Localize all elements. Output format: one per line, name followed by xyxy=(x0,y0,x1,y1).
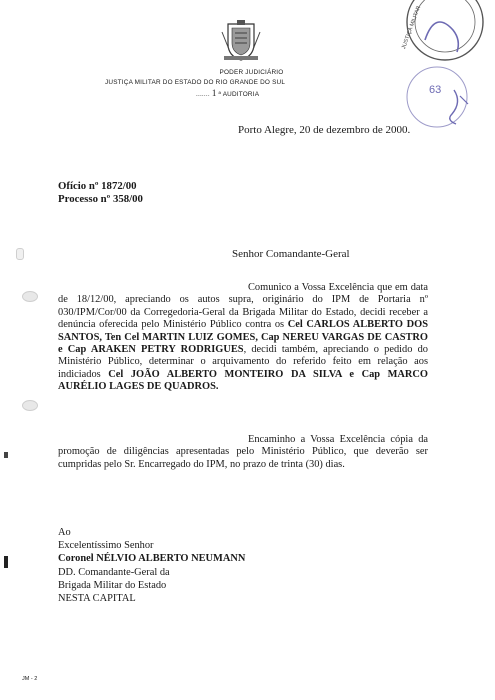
paragraph-1-archived-names: Cel JOÃO ALBERTO MONTEIRO DA SILVA e Cap MARCO AURÉLIO LAGES DE QUADROS. xyxy=(58,368,429,393)
recipient-city: NESTA CAPITAL xyxy=(58,593,136,604)
paragraph-1-denounced-names: Cel CARLOS ALBERTO DOS SANTOS, Ten Cel MARTIN LUIZ GOMES, Cap NEREU VARGAS DE CASTRO e Cap ARAKEN PETRY RODRIGUES xyxy=(58,319,428,356)
binding-mark xyxy=(4,452,8,458)
header-line-3 xyxy=(196,88,259,98)
stamp-text: JUSTIÇA MILITAR xyxy=(401,5,423,51)
punch-hole-top xyxy=(16,248,24,260)
recipient-salutation: Excelentíssimo Senhor xyxy=(58,540,154,551)
stamp-number: 63 xyxy=(429,84,442,96)
recipient-ao: Ao xyxy=(58,527,71,538)
recipient-name: Coronel NÉLVIO ALBERTO NEUMANN xyxy=(58,553,246,564)
header-auditoria-label: ª AUDITORIA xyxy=(218,91,260,98)
paragraph-1 xyxy=(58,282,428,394)
paragraph-1-text-b: , decidi também, apreciando o pedido do Ministério Público, determinar o arquivamento do referido feito em relação aos indiciados xyxy=(58,344,428,380)
place-date: Porto Alegre, 20 de dezembro de 2000. xyxy=(238,124,411,136)
form-code: JM - 2 xyxy=(22,676,38,682)
punch-hole-lower xyxy=(22,400,38,411)
header-line-1: PODER JUDICIÁRIO xyxy=(219,69,284,76)
paragraph-2 xyxy=(58,434,428,471)
processo-number: Processo nº 358/00 xyxy=(58,193,143,205)
recipient-title: DD. Comandante-Geral da xyxy=(58,567,170,578)
secondary-stamp xyxy=(402,62,472,132)
binding-mark-2 xyxy=(4,556,8,568)
header-line-2: JUSTIÇA MILITAR DO ESTADO DO RIO GRANDE DO SUL xyxy=(105,79,286,86)
recipient-org: Brigada Militar do Estado xyxy=(58,580,167,591)
paragraph-1-text-a: Comunico a Vossa Excelência que em data de 18/12/00, apreciando os autos supra, originário do IPM de Portaria nº 030/IPM/Cor/00 da Corregedoria-Geral da Brigada Militar do Estado, decidi receber a denúncia oferecida pelo Ministério Público contra os xyxy=(58,282,428,331)
oficio-number: Ofício nº 1872/00 xyxy=(58,180,137,192)
salutation: Senhor Comandante-Geral xyxy=(232,248,350,260)
header-dots: ....... xyxy=(196,91,210,98)
header-auditoria-number: 1 xyxy=(211,88,217,98)
coat-of-arms-emblem xyxy=(220,18,262,62)
punch-hole-upper xyxy=(22,291,38,302)
paragraph-2-text: Encaminho a Vossa Excelência cópia da promoção de diligências apresentadas pelo Ministério Público, que deverão ser cumpridas pelo Sr. Encarregado do IPM, no prazo de trinta (30) dias. xyxy=(58,434,428,470)
